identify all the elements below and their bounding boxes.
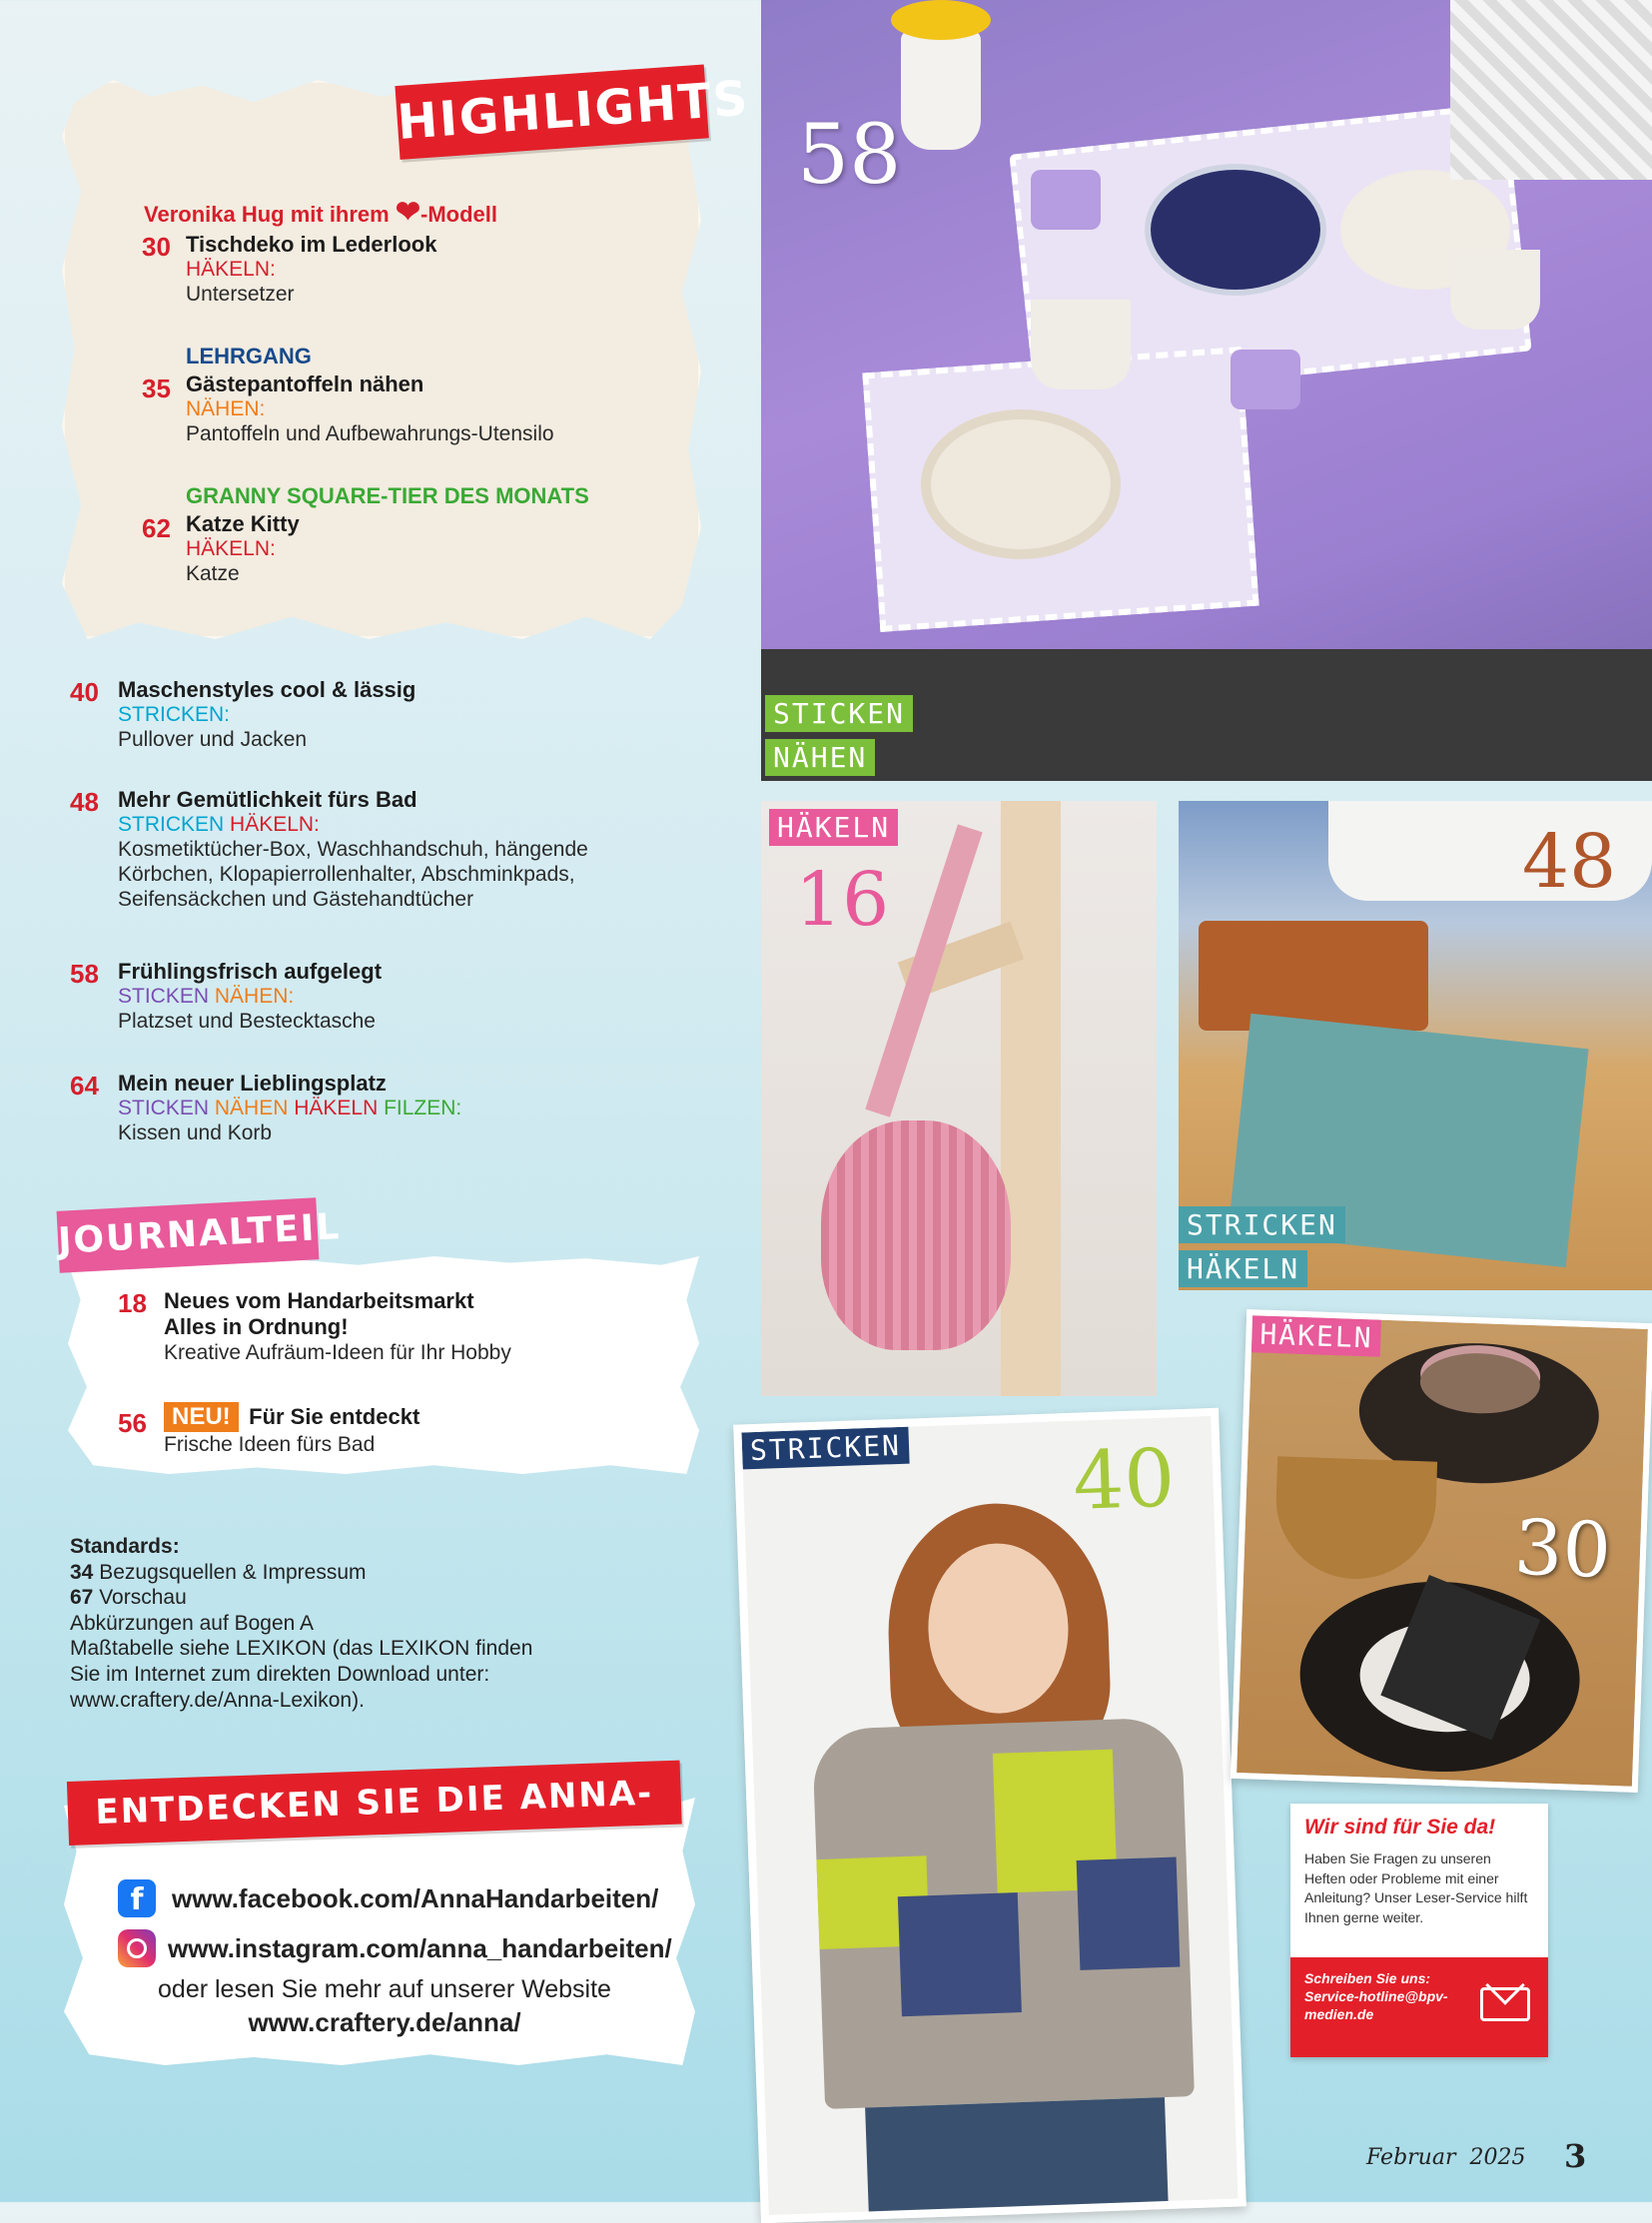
photo-30-table-deco[interactable]	[1231, 1309, 1652, 1793]
heart-icon: ❤	[395, 196, 420, 229]
lexikon-link[interactable]: www.craftery.de/Anna-Lexikon).	[70, 1688, 365, 1712]
highlight-desc: Pantoffeln und Aufbewahrungs-Utensilo	[186, 422, 554, 445]
tag-haekeln: HÄKELN	[769, 809, 898, 846]
standards-heading: Standards:	[70, 1535, 180, 1558]
contents-title: Mehr Gemütlichkeit fürs Bad	[118, 787, 417, 812]
page-number-58: 58	[797, 108, 902, 203]
photo-58-table-setting[interactable]	[761, 0, 1652, 781]
journal-desc: Kreative Aufräum-Ideen für Ihr Hobby	[164, 1341, 511, 1364]
journal-banner: JOURNALTEIL	[57, 1197, 320, 1273]
category-label: STICKEN	[118, 1097, 210, 1119]
category-label: NÄHEN:	[186, 397, 266, 420]
photo-16-bag[interactable]	[761, 801, 1157, 1396]
new-badge: NEU!	[164, 1402, 239, 1432]
website-note: oder lesen Sie mehr auf unserer Website	[158, 1975, 611, 2003]
sweater-navy-block	[898, 1892, 1022, 2016]
category-label: HÄKELN:	[186, 537, 276, 560]
page-number: 56	[118, 1408, 147, 1438]
contents-title: Mein neuer Lieblingsplatz	[118, 1071, 387, 1096]
crochet-bag	[821, 1120, 1011, 1350]
page-number: 64	[70, 1071, 99, 1101]
highlight-item-35[interactable]	[144, 344, 703, 446]
facebook-row[interactable]	[118, 1879, 658, 1917]
page-number: 35	[142, 373, 171, 403]
facebook-link[interactable]: www.facebook.com/AnnaHandarbeiten/	[172, 1882, 659, 1913]
tag-stricken: STRICKEN	[741, 1427, 909, 1470]
tissue-box	[1199, 921, 1428, 1031]
standards-line: Abkürzungen auf Bogen A	[70, 1611, 315, 1635]
highlight-item-30[interactable]	[144, 196, 663, 229]
plate	[921, 409, 1121, 559]
category-label: STICKEN	[118, 985, 210, 1008]
website-link[interactable]: www.craftery.de/anna/	[248, 2007, 521, 2037]
instagram-link[interactable]: www.instagram.com/anna_handarbeiten/	[168, 1932, 672, 1963]
page-number-30: 30	[1512, 1502, 1613, 1595]
category-label: STRICKEN:	[118, 703, 231, 726]
service-box	[1290, 1804, 1548, 2057]
instagram-row[interactable]	[118, 1929, 672, 1967]
highlight-item-62[interactable]	[144, 483, 703, 586]
candle	[1031, 170, 1101, 230]
highlight-desc: Katze	[186, 562, 240, 585]
category-label: NÄHEN:	[214, 985, 295, 1008]
standards-line: Maßtabelle siehe LEXIKON (das LEXIKON finden	[70, 1637, 533, 1661]
wooden-stand	[1001, 801, 1061, 1396]
page-number: 30	[142, 232, 171, 262]
journal-desc: Frische Ideen fürs Bad	[164, 1433, 376, 1456]
standards-line: Vorschau	[99, 1586, 187, 1610]
vase	[901, 30, 981, 150]
contents-desc: Platzset und Bestecktasche	[118, 1010, 376, 1033]
chair	[1450, 0, 1652, 180]
issue-date: Februar 2025	[1366, 2145, 1526, 2170]
photo-48-bathroom[interactable]	[1179, 801, 1652, 1290]
service-body: Haben Sie Fragen zu unseren Heften oder Probleme mit einer Anleitung? Unser Leser-Service hilft Ihnen gerne weiter.	[1304, 1851, 1528, 1925]
page-number-40: 40	[1071, 1431, 1177, 1528]
highlight-title: Katze Kitty	[186, 511, 300, 536]
page-number-16: 16	[795, 857, 890, 943]
contents-title: Frühlingsfrisch aufgelegt	[118, 959, 383, 984]
service-cta[interactable]	[1290, 1957, 1548, 2057]
highlight-desc: Untersetzer	[186, 283, 295, 306]
highlights-banner: HIGHLIGHTS	[395, 64, 708, 159]
category-label: STRICKEN	[118, 813, 225, 836]
contents-item-64[interactable]	[70, 1071, 709, 1145]
journal-title: Für Sie entdeckt	[249, 1404, 420, 1429]
service-title: Wir sind für Sie da!	[1304, 1816, 1496, 1839]
contents-item-58[interactable]	[70, 959, 709, 1034]
cup	[1031, 300, 1131, 389]
cake	[1151, 170, 1320, 290]
journal-item-18[interactable]	[118, 1288, 677, 1365]
highlight-title: Gästepantoffeln nähen	[186, 371, 424, 396]
tag-stricken: STRICKEN	[1179, 1206, 1345, 1243]
contents-item-48[interactable]	[70, 787, 669, 913]
contents-item-40[interactable]	[70, 677, 709, 752]
page-number: 18	[118, 1288, 147, 1318]
category-label: HÄKELN:	[186, 258, 276, 281]
category-label: HÄKELN:	[230, 813, 320, 836]
category-label: FILZEN:	[384, 1097, 462, 1119]
page-number: 62	[142, 513, 171, 543]
tag-sticken: STICKEN	[765, 695, 913, 732]
daffodils	[891, 0, 991, 40]
contents-desc: Kosmetiktücher-Box, Waschhandschuh, hängende Körbchen, Klopapierrollenhalter, Abschminkpads, Seifensäckchen und Gästehandtücher	[118, 838, 588, 912]
contents-title: Maschenstyles cool & lässig	[118, 677, 416, 702]
highlight-title: Tischdeko im Lederlook	[186, 232, 437, 257]
highlight-prelabel: GRANNY SQUARE-TIER DES MONATS	[186, 483, 589, 508]
contents-desc: Pullover und Jacken	[118, 728, 308, 751]
instagram-icon	[118, 1929, 156, 1967]
standards-line: Bezugsquellen & Impressum	[99, 1560, 367, 1584]
page-number: 67	[70, 1586, 94, 1610]
cup	[1450, 250, 1540, 330]
page-number: 40	[70, 677, 99, 707]
journal-title: Neues vom Handarbeitsmarkt	[164, 1288, 474, 1313]
journal-subtitle: Alles in Ordnung!	[164, 1314, 349, 1339]
highlight-prelabel: Veronika Hug mit ihrem	[144, 202, 390, 227]
photo-40-sweater[interactable]	[733, 1408, 1246, 2223]
page-number: 34	[70, 1560, 94, 1584]
journal-item-56[interactable]	[118, 1402, 677, 1457]
highlight-prelabel-suffix: -Modell	[420, 202, 497, 227]
facebook-icon: f	[118, 1879, 156, 1917]
page-number: 48	[70, 787, 99, 817]
contents-desc: Kissen und Korb	[118, 1121, 273, 1144]
tag-haekeln: HÄKELN	[1179, 1250, 1307, 1287]
yarn-bowl	[1273, 1456, 1437, 1582]
page-number-48: 48	[1522, 819, 1617, 905]
standards-line: Sie im Internet zum direkten Download unter:	[70, 1663, 490, 1687]
candle	[1231, 350, 1300, 409]
tag-naehen: NÄHEN	[765, 739, 875, 776]
jeans	[865, 2097, 1169, 2223]
category-label: HÄKELN	[294, 1097, 379, 1119]
highlight-prelabel: LEHRGANG	[186, 344, 312, 369]
service-cta-text: Schreiben Sie uns: Service-hotline@bpv-medien.de	[1304, 1970, 1448, 2023]
sweater-navy-block	[1077, 1857, 1181, 1970]
page-number-footer: 3	[1564, 2137, 1587, 2175]
tag-haekeln: HÄKELN	[1251, 1315, 1381, 1356]
category-label: NÄHEN	[214, 1097, 289, 1119]
standards-section	[70, 1534, 689, 1713]
anna-banner: ENTDECKEN SIE DIE ANNA-WELT!	[67, 1761, 682, 1846]
page-number: 58	[70, 959, 99, 989]
